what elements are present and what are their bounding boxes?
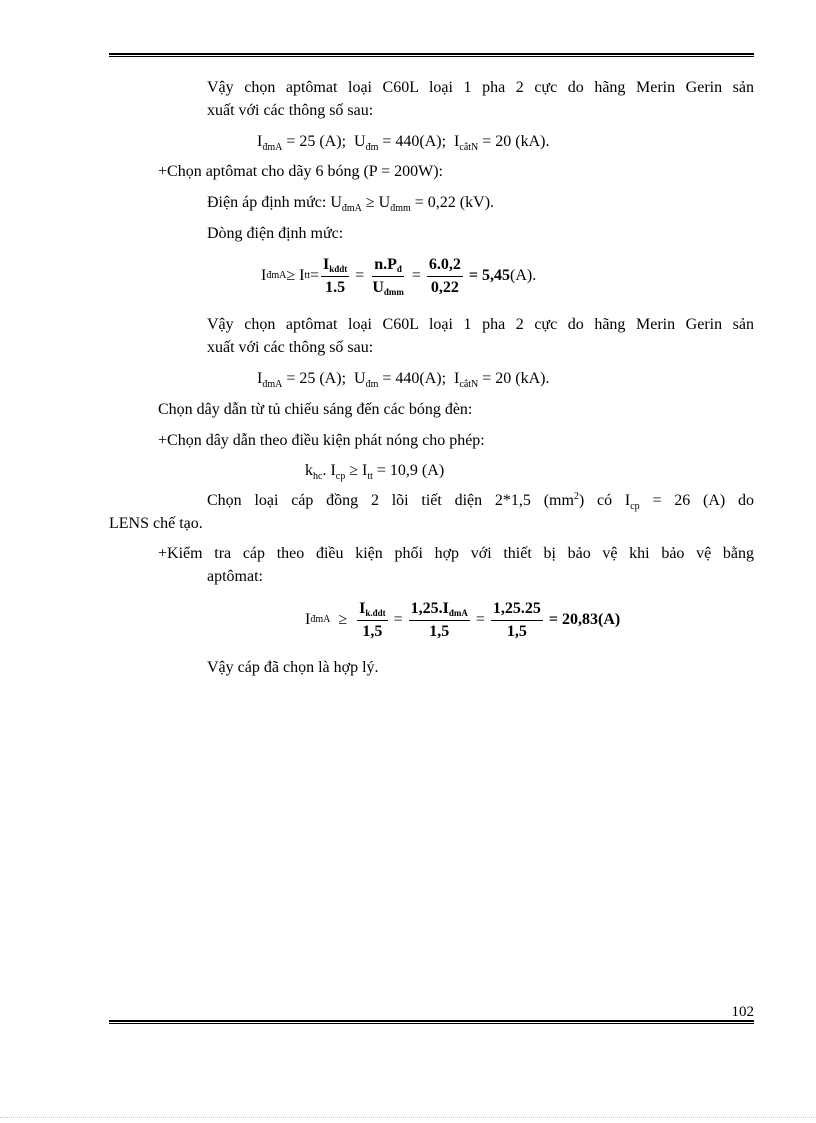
heading-6-bulbs: +Chọn aptômat cho dãy 6 bóng (P = 200W): — [158, 163, 443, 180]
heading-cable-selection: Chọn dây dẫn từ tủ chiếu sáng đến các bóng đèn: — [158, 401, 473, 418]
cable-line-2: LENS chế tạo. — [109, 515, 203, 532]
fraction-i-k-ddt: $\frac{I_{k.đdt}}{1,5}$ — [359, 599, 386, 640]
voltage-line: Điện áp định mức: $U_{đmA} \ge U_{đmm} = 0,22$ (kV). — [207, 194, 495, 214]
equation-1: I đmA ≥ I tt = $\frac{I_{kđdt}}{1.5}$ = $\frac{n.P_đ}{U_{đmm}}$ = $\frac{6.0,2}{0,22}$ = 5,45 (A). — [261, 255, 537, 297]
cable-line-1: Chọn loại cáp đồng 2 lõi tiết diện 2*1,5 $(mm^2)$ có $I_{cp} = 26$ (A) do — [207, 491, 755, 512]
fraction-125-25: $\frac{1,25.25}{1,5}$ — [492, 599, 541, 640]
check-line-2: aptômat: — [207, 568, 263, 585]
paragraph-2-line-2: xuất với các thông số sau: — [207, 339, 374, 356]
conclusion: Vậy cáp đã chọn là hợp lý. — [207, 659, 379, 676]
result-5-45: 5,45 — [482, 267, 511, 284]
footer-rule — [109, 1020, 754, 1024]
current-label: Dòng điện định mức: — [207, 225, 344, 242]
spec-line-1: $I_{đmA} = 25$ (A); $U_{đm} = 440(A)$; $I_{cắtN} = 20$ (kA). — [257, 133, 550, 153]
paragraph-1-line-1: Vậy chọn aptômat loại C60L loại 1 pha 2 cực do hãng Merin Gerin sản — [207, 79, 754, 96]
condition-line: $k_{hc}$. $I_{cp} \ge I_{tt} = 10,9$ (A) — [305, 462, 445, 482]
spec-line-2: $I_{đmA} = 25$ (A); $U_{đm} = 440(A)$; $I_{cắtN} = 20$ (kA). — [257, 370, 550, 390]
equation-2: I đmA ≥ $\frac{I_{k.đdt}}{1,5}$ = $\frac{1,25.I_{đmA}}{1,5}$ = $\frac{1,25.25}{1,5}$ = 20,83(A) — [305, 597, 620, 643]
page-edge-divider — [0, 1117, 816, 1118]
paragraph-1-line-2: xuất với các thông số sau: — [207, 102, 374, 119]
fraction-125-idma: $\frac{1,25.I_{đmA}}{1,5}$ — [410, 599, 468, 640]
paragraph-2-line-1: Vậy chọn aptômat loại C60L loại 1 pha 2 cực do hãng Merin Gerin sản — [207, 316, 754, 333]
fraction-npd: $\frac{n.P_đ}{U_{đmm}}$ — [372, 255, 404, 297]
header-rule — [109, 53, 754, 57]
fraction-i-kddt: $\frac{I_{kđdt}}{1.5}$ — [323, 255, 348, 296]
check-line-1: +Kiểm tra cáp theo điều kiện phối hợp với thiết bị bảo vệ khi bảo vệ bằng — [158, 545, 754, 562]
fraction-numeric: $\frac{6.0,2}{0,22}$ — [428, 255, 461, 296]
page-number: 102 — [731, 1004, 754, 1020]
heading-heating-condition: +Chọn dây dẫn theo điều kiện phát nóng cho phép: — [158, 432, 485, 449]
result-20-83: 20,83(A) — [562, 611, 621, 628]
